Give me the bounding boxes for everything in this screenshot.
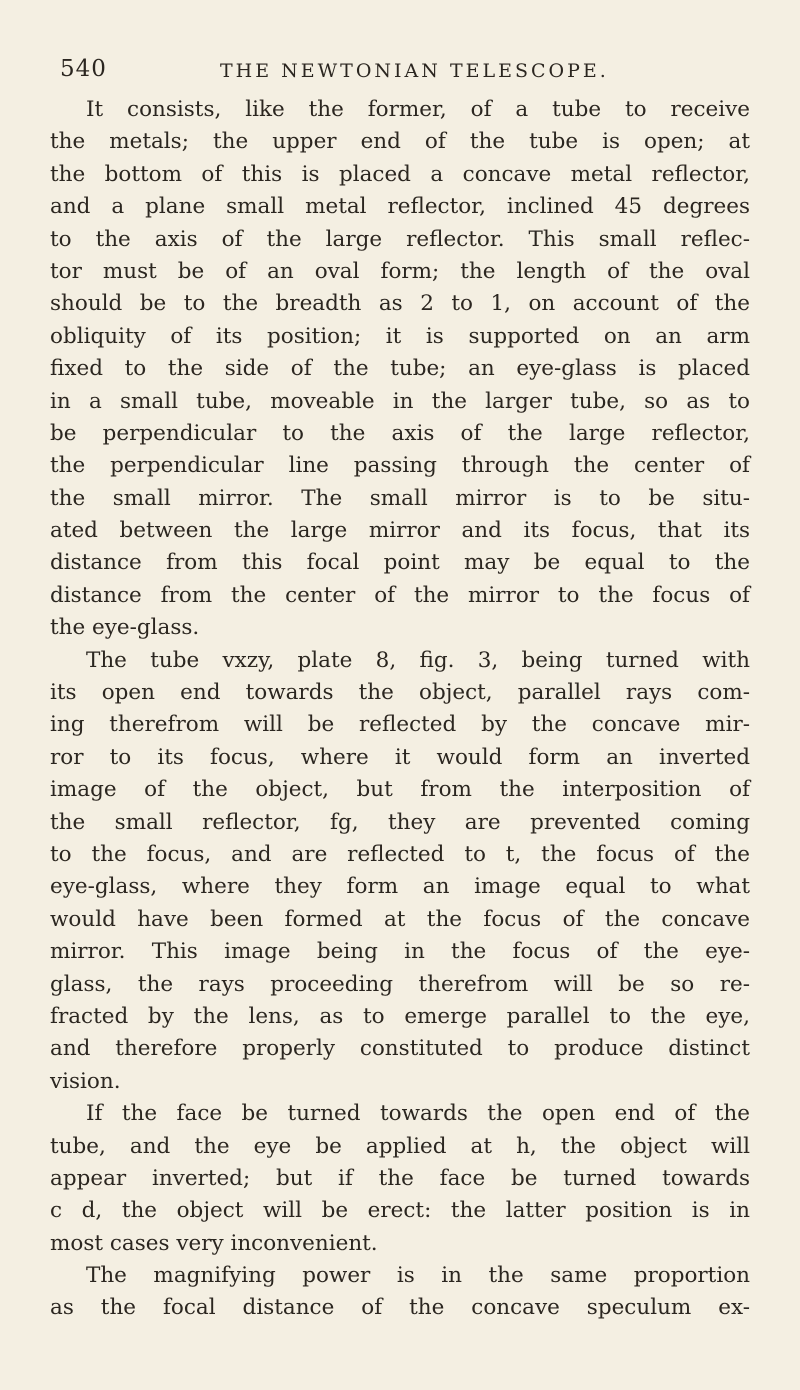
text-line: ated between the large mirror and its focus, that its [50,518,750,544]
text-line: vision. [50,1068,121,1094]
text-line: image of the object, but from the interposition of [50,777,750,803]
text-line: to the axis of the large reflector. This small reflec- [50,226,750,252]
text-line: The magnifying power is in the same proportion [86,1263,750,1289]
text-line: should be to the breadth as 2 to 1, on account of the [50,291,750,317]
text-line: tube, and the eye be applied at h, the object will [50,1133,750,1159]
text-line: appear inverted; but if the face be turned towards [50,1165,750,1191]
text-line: in a small tube, moveable in the larger tube, so as to [50,388,750,414]
text-line: mirror. This image being in the focus of the eye- [50,939,750,965]
text-line: If the face be turned towards the open end of the [86,1101,750,1127]
body-text [50,94,750,1325]
text-line: and therefore properly constituted to produce distinct [50,1036,750,1062]
paragraph [50,94,750,645]
text-line: ror to its focus, where it would form an inverted [50,744,750,770]
text-line: distance from the center of the mirror to the focus of [50,582,750,608]
running-head: THE NEWTONIAN TELESCOPE. [220,60,609,82]
text-line: the perpendicular line passing through the center of [50,453,750,479]
text-line: be perpendicular to the axis of the large reflector, [50,420,750,446]
paragraph [50,1098,750,1260]
text-line: ing therefrom will be reflected by the concave mir- [50,712,750,738]
text-line: the small reflector, fg, they are prevented coming [50,809,750,835]
text-line: as the focal distance of the concave speculum ex- [50,1295,750,1321]
text-line: fixed to the side of the tube; an eye-glass is placed [50,356,750,382]
paragraph [50,645,750,1098]
text-line: the metals; the upper end of the tube is open; at [50,129,750,155]
page-number: 540 [60,56,107,82]
text-line: The tube vxzy, plate 8, fig. 3, being turned with [86,647,750,673]
text-line: obliquity of its position; it is supported on an arm [50,323,750,349]
text-line: fracted by the lens, as to emerge parallel to the eye, [50,1003,750,1029]
text-line: It consists, like the former, of a tube to receive [86,97,750,122]
text-line: the small mirror. The small mirror is to be situ- [50,485,750,511]
text-line: and a plane small metal reflector, inclined 45 degrees [50,194,750,220]
page-header [60,50,700,90]
text-line: distance from this focal point may be equal to the [50,550,750,576]
paragraph [50,1260,750,1325]
text-line: the bottom of this is placed a concave metal reflector, [50,161,750,187]
text-line: would have been formed at the focus of the concave [50,906,750,932]
text-line: c d, the object will be erect: the latter position is in [50,1198,750,1224]
text-line: the eye-glass. [50,615,200,641]
text-line: to the focus, and are reflected to t, the focus of the [50,841,750,867]
text-line: its open end towards the object, parallel rays com- [50,680,750,706]
text-line: eye-glass, where they form an image equal to what [50,874,750,900]
text-line: most cases very inconvenient. [50,1230,378,1256]
text-line: glass, the rays proceeding therefrom will be so re- [50,971,750,997]
text-line: tor must be of an oval form; the length of the oval [50,258,750,284]
